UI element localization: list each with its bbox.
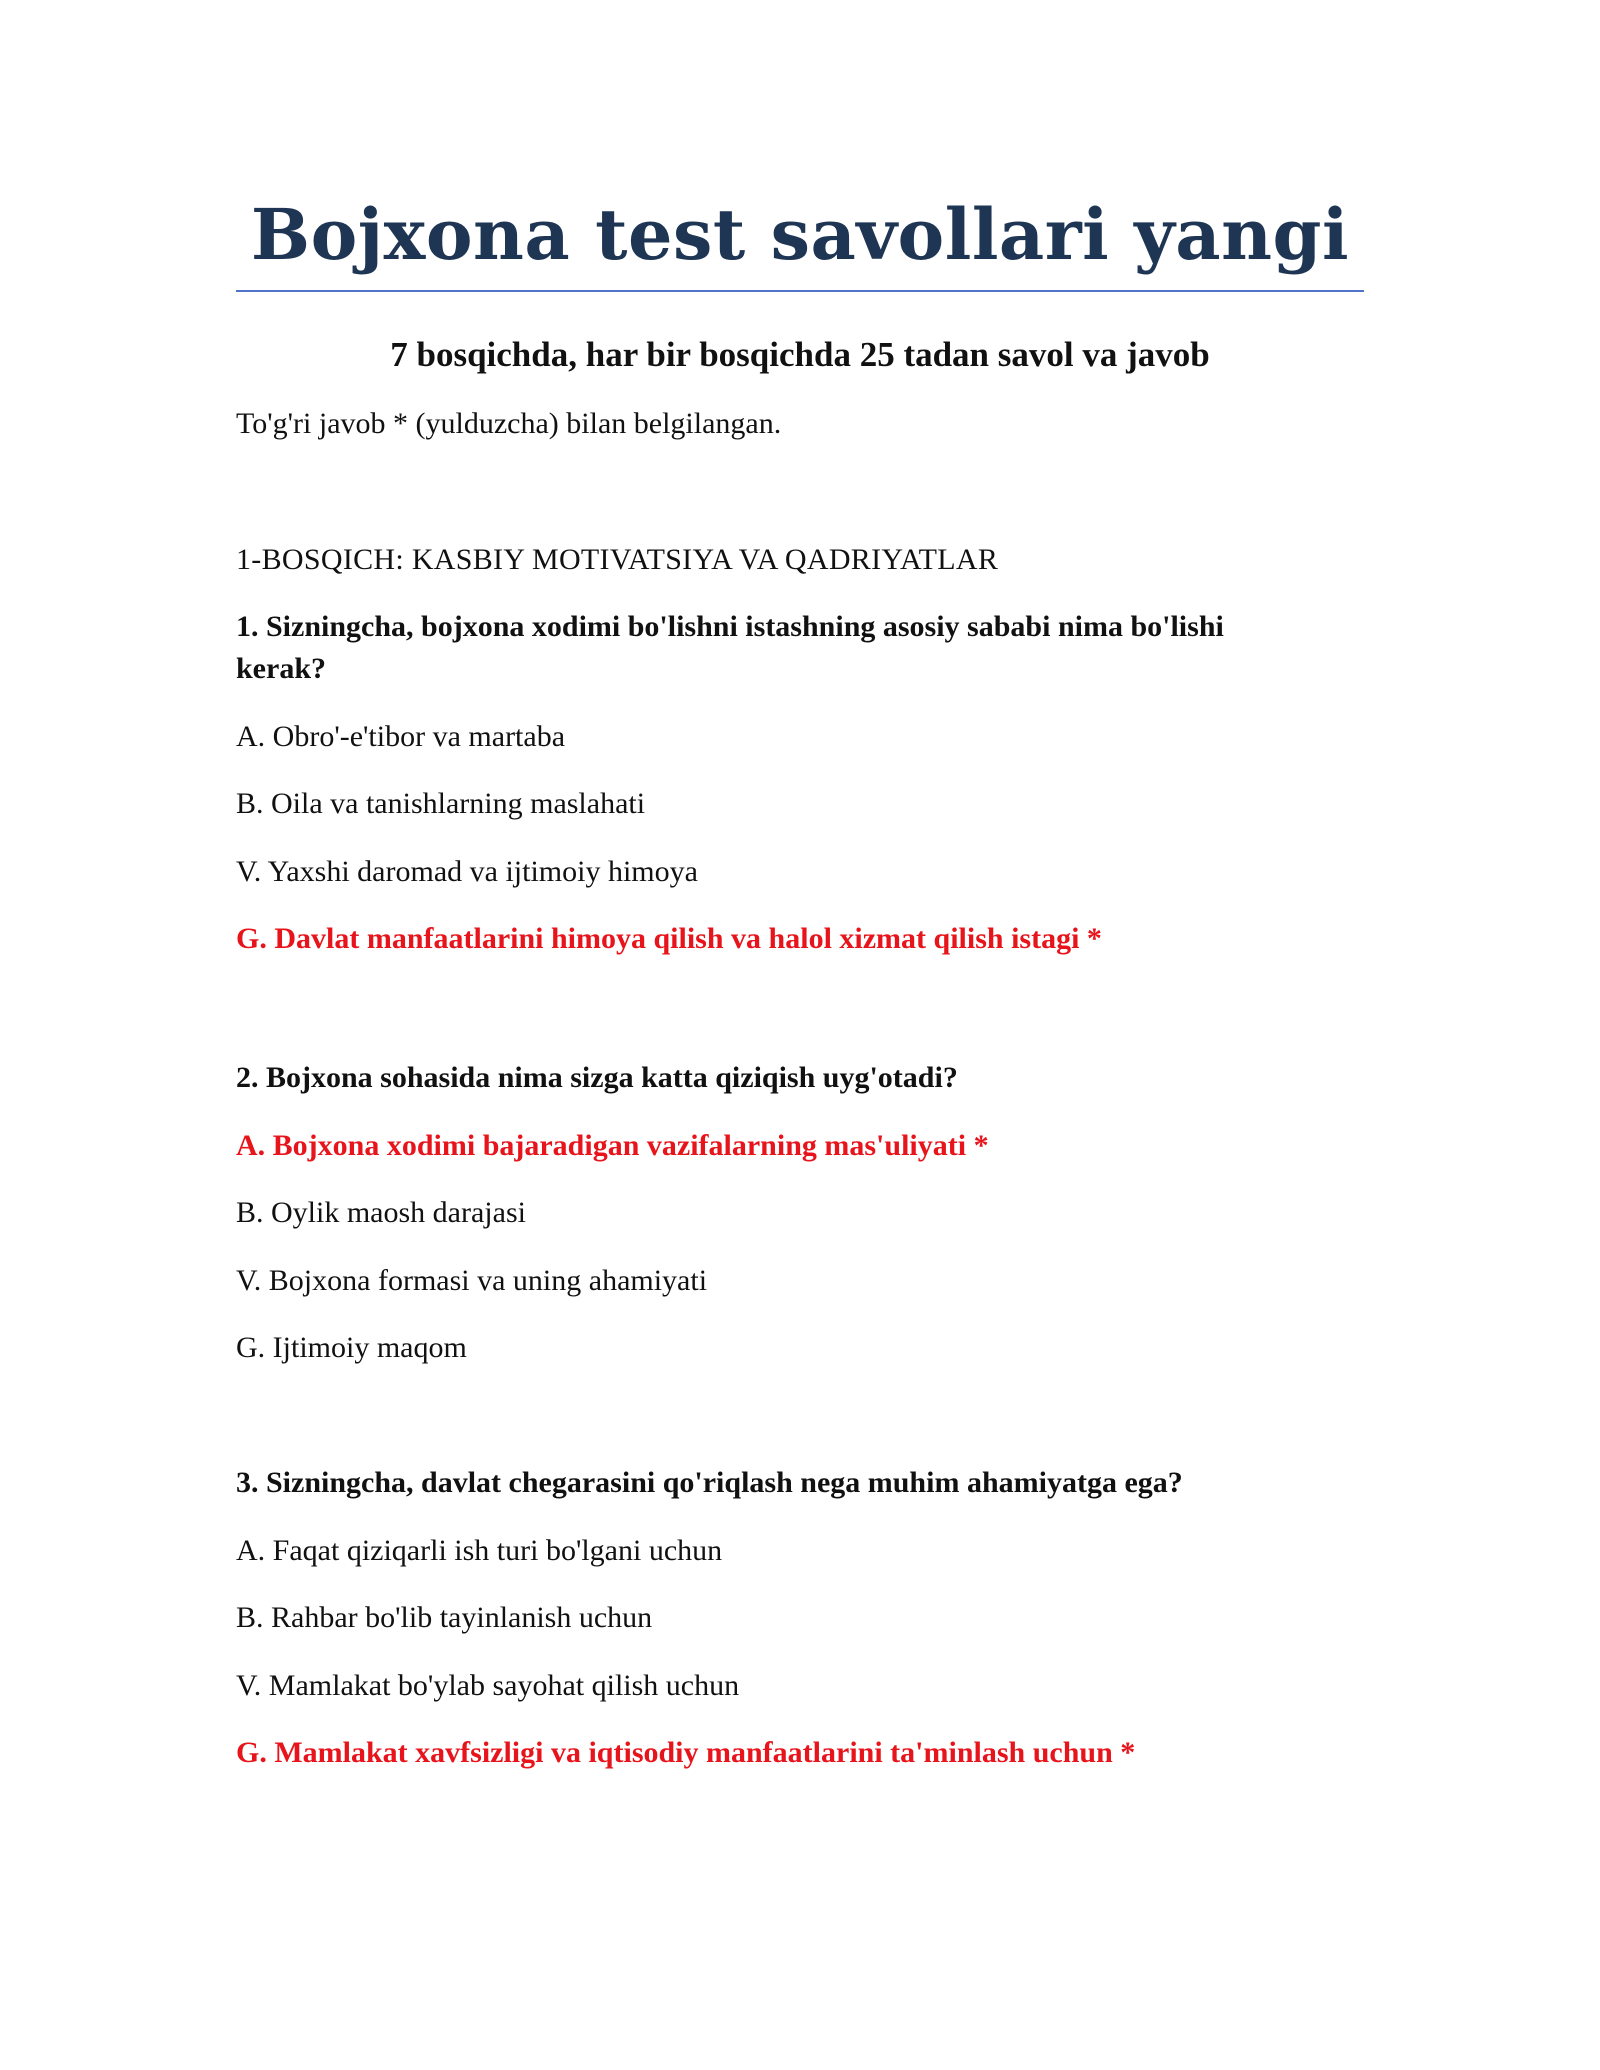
question-text: 2. Bojxona sohasida nima sizga katta qiziqish uyg'otadi?	[236, 1061, 958, 1094]
answer-option: B. Rahbar bo'lib tayinlanish uchun	[236, 1601, 653, 1634]
question-text: 1. Sizningcha, bojxona xodimi bo'lishni istashning asosiy sababi nima bo'lishi kerak?	[236, 610, 1224, 685]
answer-option: A. Obro'-e'tibor va martaba	[236, 719, 566, 753]
answer-option: A. Faqat qiziqarli ish turi bo'lgani uchun	[236, 1533, 723, 1567]
correct-answer-option: G. Davlat manfaatlarini himoya qilish va halol xizmat qilish istagi *	[236, 922, 1102, 955]
answer-option: V. Yaxshi daromad va ijtimoiy himoya	[236, 854, 698, 888]
answer-option: B. Oylik maosh darajasi	[236, 1196, 526, 1229]
question-block-1	[236, 606, 1364, 986]
section-heading: 1-BOSQICH: KASBIY MOTIVATSIYA VA QADRIYATLAR	[236, 543, 999, 576]
answer-option: V. Bojxona formasi va uning ahamiyati	[236, 1263, 708, 1297]
document-title: Bojxona test savollari yangi	[250, 193, 1350, 276]
document-subtitle: 7 bosqichda, har bir bosqichda 25 tadan savol va javob	[390, 335, 1210, 374]
answer-option: G. Ijtimoiy maqom	[236, 1331, 467, 1364]
correct-answer-option: G. Mamlakat xavfsizligi va iqtisodiy manfaatlarini ta'minlash uchun *	[236, 1736, 1136, 1769]
question-text: 3. Sizningcha, davlat chegarasini qo'riqlash nega muhim ahamiyatga ega?	[236, 1466, 1183, 1499]
correct-answer-option: A. Bojxona xodimi bajaradigan vazifalarning mas'uliyati *	[236, 1128, 989, 1162]
answer-option: V. Mamlakat bo'ylab sayohat qilish uchun	[236, 1668, 740, 1702]
question-block-3	[236, 1462, 1364, 1800]
answer-key-note: To'g'ri javob * (yulduzcha) bilan belgilangan.	[236, 407, 782, 440]
title-divider	[236, 290, 1364, 292]
answer-option: B. Oila va tanishlarning maslahati	[236, 787, 646, 820]
question-block-2	[236, 1057, 1364, 1395]
